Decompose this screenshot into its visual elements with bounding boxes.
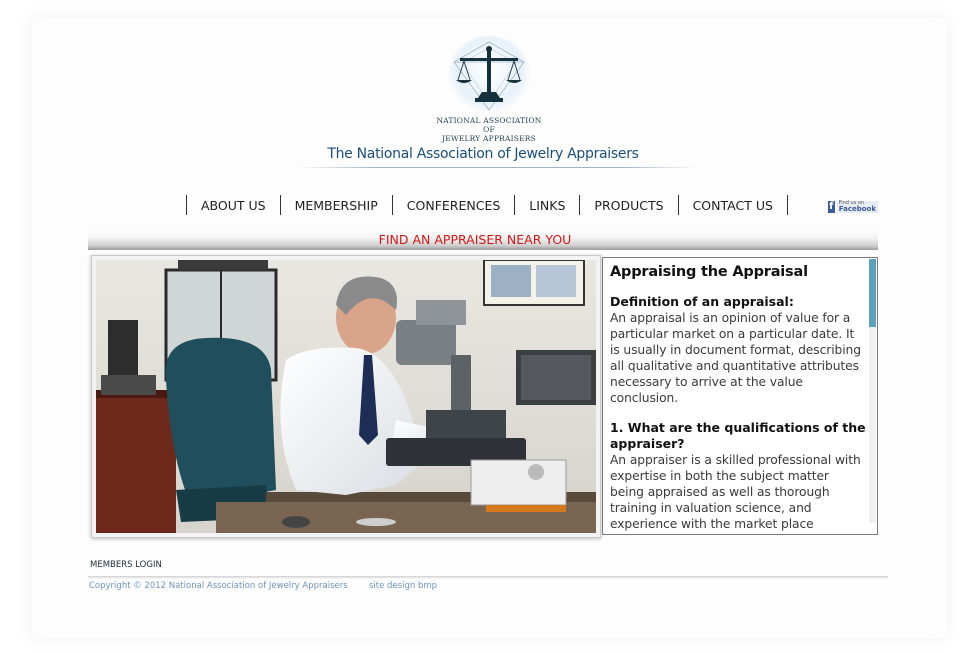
footer-divider (88, 576, 888, 579)
facebook-link[interactable] (828, 199, 878, 214)
article-title: Appraising the Appraisal (610, 264, 808, 280)
logo-text-line2: JEWELRY APPRAISERS (442, 134, 536, 143)
facebook-label: Facebook (838, 204, 876, 213)
scales-of-justice-icon (448, 40, 530, 114)
nav-item-membership[interactable]: MEMBERSHIP (280, 195, 392, 215)
tagline-divider (298, 167, 698, 168)
nav-item-about-us[interactable]: ABOUT US (186, 195, 280, 215)
article-panel[interactable] (602, 257, 878, 535)
article-section-heading: 1. What are the qualifications of the appraiser? (610, 420, 866, 451)
main-nav (186, 195, 788, 215)
site-tagline: The National Association of Jewelry Appraisers (327, 146, 639, 162)
hero-photo (91, 255, 601, 538)
find-appraiser-link[interactable]: FIND AN APPRAISER NEAR YOU (378, 231, 572, 247)
facebook-icon: f (829, 200, 834, 212)
logo-text-line1: NATIONAL ASSOCIATION OF (436, 116, 542, 134)
find-appraiser-bar (88, 228, 878, 250)
copyright-text: Copyright © 2012 National Association of Jewelry Appraisers (89, 581, 348, 591)
nav-item-products[interactable]: PRODUCTS (579, 195, 677, 215)
article-section-heading: Definition of an appraisal: (610, 294, 794, 309)
article-scrollbar-thumb[interactable] (869, 259, 876, 327)
nav-item-conferences[interactable]: CONFERENCES (392, 195, 515, 215)
site-design-link[interactable]: site design bmp (369, 581, 438, 591)
members-login-link[interactable]: MEMBERS LOGIN (90, 560, 162, 570)
facebook-badge (837, 201, 878, 213)
article-section-body: An appraiser is a skilled professional with expertise in both the subject matter being appraised as well as thorough training in valuation science, and experience with the market place (610, 453, 861, 531)
site-logo[interactable] (430, 36, 548, 143)
nav-item-links[interactable]: LINKS (514, 195, 579, 215)
facebook-find-us-text: Find us on (838, 199, 865, 206)
article-content (610, 264, 866, 535)
appraiser-at-microscope-image (96, 260, 596, 533)
logo-text (430, 116, 548, 143)
article-section-body: An appraisal is an opinion of value for a particular market on a particular date. It is usually in document format, describing all qualitative and quantitative attributes necessary to arrive at the value conclusion. (610, 311, 861, 405)
article-scrollbar[interactable] (869, 259, 876, 523)
nav-item-contact-us[interactable]: CONTACT US (678, 195, 788, 215)
